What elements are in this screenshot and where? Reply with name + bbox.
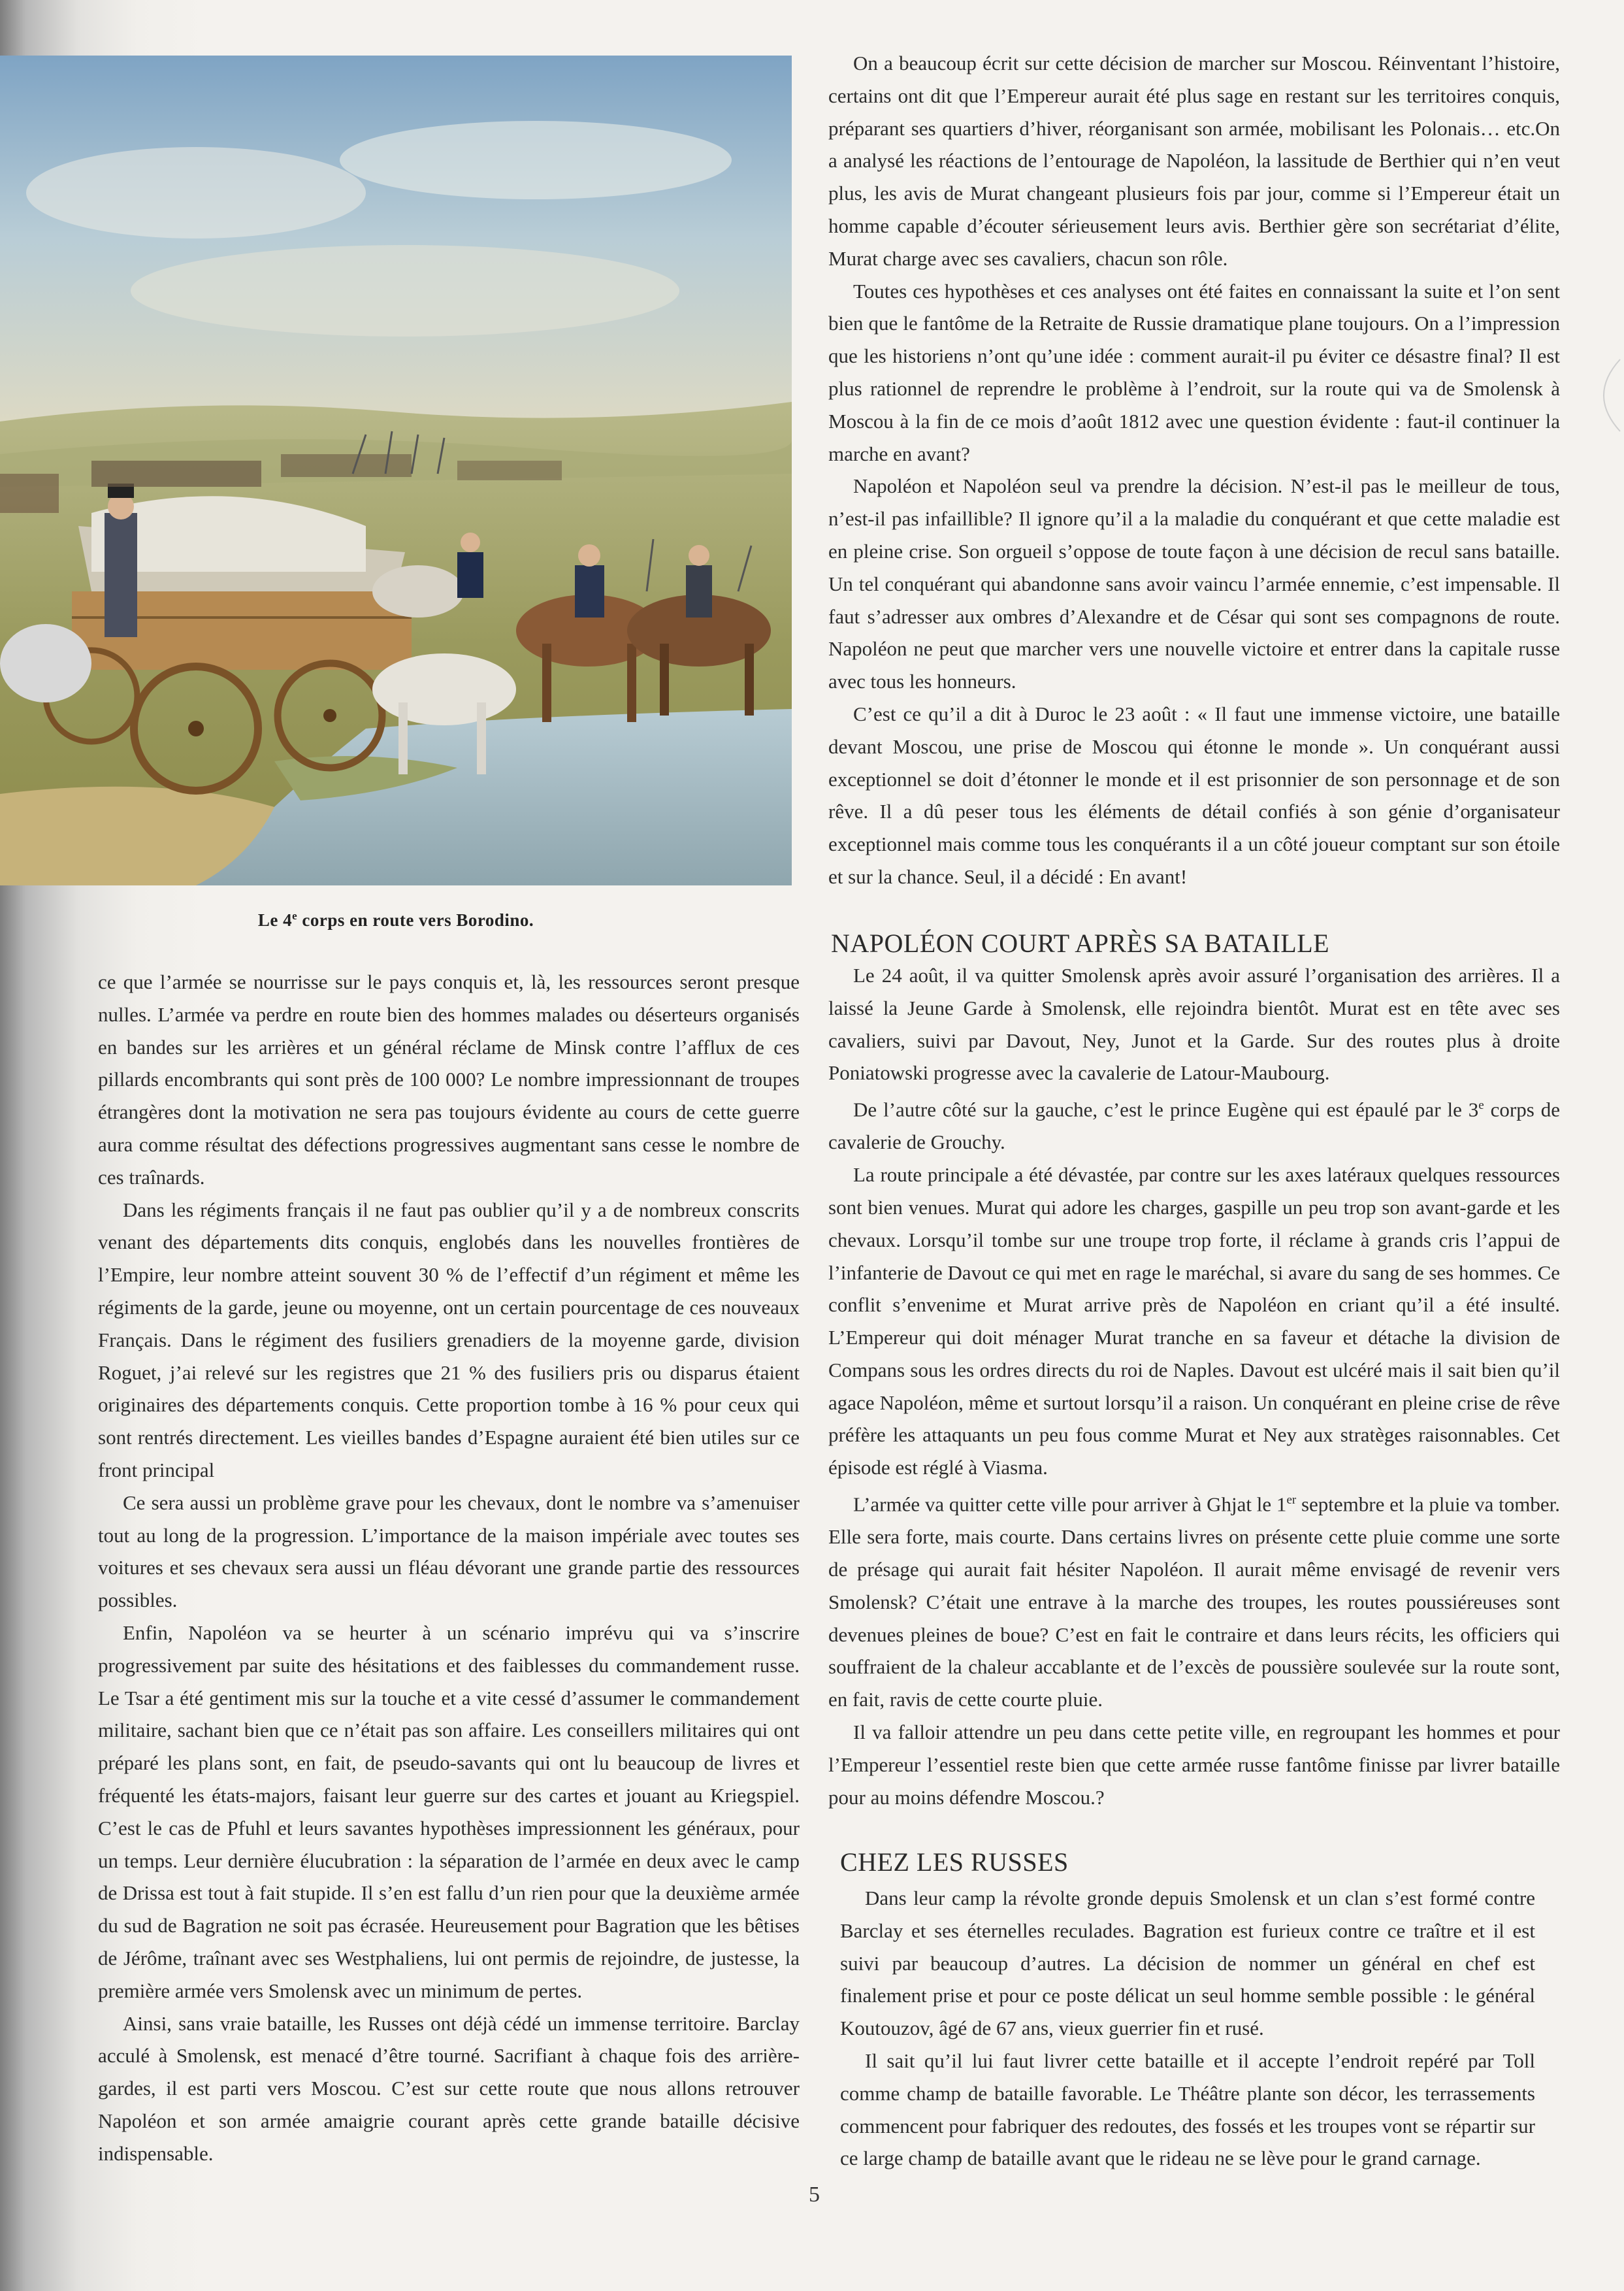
paragraph: Ainsi, sans vraie bataille, les Russes ont déjà cédé un immense territoire. Barclay acculé à Smolensk, est menacé d’être tourné. Sacrifiant à chaque fois des arrière-gardes, il est parti vers Moscou. C’est sur cette route que nous allons retrouver Napoléon et son armée amaigrie courant après cette grande bataille décisive indispensable.: [98, 2011, 800, 2165]
caption-text-end: corps en route vers Borodino.: [297, 910, 534, 930]
paragraph: [828, 1089, 1560, 1159]
caption-text-start: Le 4: [257, 910, 293, 930]
section-heading-russes: CHEZ LES RUSSES: [840, 1847, 1069, 1877]
paragraph: Il sait qu’il lui faut livrer cette bataille et il accepte l’endroit repéré par Toll comme champ de bataille favorable. Le Théâtre plante son décor, les terrassements commencent pour fabriquer des redoutes, des fossés et les troupes vont se répartir sur ce large champ de bataille avant que le rideau ne se lève pour le grand carnage.: [840, 2049, 1535, 2170]
margin-mark: [1581, 356, 1624, 435]
superscript: e: [1478, 1098, 1484, 1113]
caption-superscript: e: [292, 910, 298, 922]
paragraph: La route principale a été dévastée, par contre sur les axes latéraux quelques ressources sont bien venues. Murat qui adore les charges, gaspille un peu trop son avant-garde et les chevaux. Lorsqu’il tombe sur une troupe trop forte, il réclame à grands cris l’appui de l’infanterie de Davout ce qui met en rage le maréchal, si avare du sang de ses hommes. Ce conflit s’envenime et Murat arrive près de Napoléon en criant qu’il a été insulté. L’Empereur qui doit ménager Murat tranche en sa faveur et détache la division de Compans sous les ordres directs du roi de Naples. Davout est ulcéré mais il sait bien qu’il agace Napoléon, même et surtout lorsqu’il a raison. Un conquérant en pleine crise de rêve préfère les attaquants un peu fous comme Murat et Ney aux stratèges raisonnables. Cet épisode est réglé à Viasma.: [828, 1163, 1560, 1479]
text-span: L’armée va quitter cette ville pour arriver à Ghjat le 1: [853, 1492, 1287, 1516]
paragraph: Le 24 août, il va quitter Smolensk après avoir assuré l’organisation des arrières. Il a laissé la Jeune Garde à Smolensk, elle rejoindra bientôt. Murat est en tête avec ses cavaliers, suivi par Davout, Ney, Junot et la Garde. Sur des routes plus à droite Poniatowski progresse avec la cavalerie de Latour-Maubourg.: [828, 964, 1560, 1085]
paragraph: Napoléon et Napoléon seul va prendre la décision. N’est-il pas le meilleur de tous, n’est-il pas infaillible? Il ignore qu’il a la maladie du conquérant et que cette maladie est en pleine crise. Son orgueil s’oppose de toute façon à une décision de recul sans bataille. Un tel conquérant qui abandonne sans avoir vaincu l’armée ennemie, c’est impensable. Il faut s’adresser aux ombres d’Alexandre et de César qui sont ses compagnons de route. Napoléon ne peut que marcher vers une nouvelle victoire et entrer dans la capitale russe avec tous les honneurs.: [828, 474, 1560, 693]
paragraph: [828, 1484, 1560, 1716]
paragraph: Ce sera aussi un problème grave pour les chevaux, dont le nombre va s’amenuiser tout au long de la progression. L’importance de la maison impériale avec toutes ses voitures et ses chevaux sera aussi un fléau dévorant une grande partie des ressources possibles.: [98, 1491, 800, 1612]
paragraph: Il va falloir attendre un peu dans cette petite ville, en regroupant les hommes et pour l’Empereur l’essentiel reste bien que cette armée russe fantôme finisse par livrer bataille pour au moins défendre Moscou.?: [828, 1720, 1560, 1809]
paragraph: Dans les régiments français il ne faut pas oublier qu’il y a de nombreux conscrits venant des départements dits conquis, englobés dans les nouvelles frontières de l’Empire, leur nombre atteint souvent 30 % de l’effectif d’un régiment et même les régiments de la garde, jeune ou moyenne, ont un certain pourcentage de ces nouveaux Français. Dans le régiment des fusiliers grenadiers de la moyenne garde, division Roguet, j’ai relevé sur les registres que 21 % des fusiliers pris ou disparus étaient originaires des départements conquis. Cette proportion tombe à 16 % pour ceux qui sont rentrés directement. Les vieilles bandes d’Espagne auraient été bien utiles sur ce front principal: [98, 1198, 800, 1481]
page-number: 5: [809, 2183, 820, 2207]
section-heading-napoleon: NAPOLÉON COURT APRÈS SA BATAILLE: [831, 929, 1330, 958]
left-column: [98, 966, 800, 2169]
paragraph: C’est ce qu’il a dit à Duroc le 23 août : « Il faut une immense victoire, une bataille devant Moscou, une prise de Moscou qui étonne le monde ». Un conquérant aussi exceptionnel se doit d’étonner le monde et il est prisonnier de son personnage et de son rêve. Il a dû peser tous les éléments de détail confiés à son génie d’organisateur exceptionnel mais comme tous les conquérants il a un côté joueur comptant sur son étoile et sur la chance. Seul, il a décidé : En avant!: [828, 702, 1560, 888]
superscript: er: [1286, 1493, 1297, 1508]
painting-illustration: [0, 56, 792, 885]
section-russes-body: [840, 1882, 1535, 2175]
paragraph: Toutes ces hypothèses et ces analyses ont été faites en connaissant la suite et l’on sent bien que le fantôme de la Retraite de Russie dramatique plane toujours. On a l’impression que les historiens n’ont qu’une idée : comment aurait-il pu éviter ce désastre final? Il est plus rationnel de reprendre le problème à l’endroit, sur la route qui va de Smolensk à Moscou à la fin de ce mois d’août 1812 avec une question évidente : faut-il continuer la marche en avant?: [828, 279, 1560, 465]
paragraph: On a beaucoup écrit sur cette décision de marcher sur Moscou. Réinventant l’histoire, certains ont dit que l’Empereur aurait été plus sage en restant sur les territoires conquis, préparant ses quartiers d’hiver, réorganisant son armée, mobilisant les Polonais… etc.On a analysé les réactions de l’entourage de Napoléon, la lassitude de Berthier qui n’en veut plus, les avis de Murat changeant plusieurs fois par jour, comme si l’Empereur était un homme capable d’écouter sérieusement leurs avis. Berthier gère son secrétariat d’élite, Murat charge avec ses cavaliers, chacun son rôle.: [828, 52, 1560, 270]
paragraph: Dans leur camp la révolte gronde depuis Smolensk et un clan s’est formé contre Barclay et ses éternelles reculades. Bagration est furieux contre ce traître et il est suivi par beaucoup d’autres. La décision de nommer un général en chef est finalement prise et pour ce poste délicat un seul homme semble possible : le général Koutouzov, âgé de 67 ans, vieux guerrier fin et rusé.: [840, 1887, 1535, 2040]
text-span: De l’autre côté sur la gauche, c’est le prince Eugène qui est épaulé par le 3: [853, 1098, 1479, 1121]
right-column-top: [828, 47, 1560, 893]
illustration-caption: [0, 910, 792, 931]
text-span: corps de cavalerie de Grouchy.: [828, 1098, 1561, 1154]
painting-army-convoy: [0, 56, 792, 885]
section-napoleon-body: [828, 959, 1560, 1813]
paragraph: Enfin, Napoléon va se heurter à un scénario imprévu qui va s’inscrire progressivement par suite des hésitations et des faiblesses du commandement russe. Le Tsar a été gentiment mis sur la touche et a vite cessé d’assumer le commandement militaire, sachant bien que ce n’était pas son affaire. Les conseillers militaires qui ont préparé les plans sont, en fait, de pseudo-savants qui ont lu beaucoup de livres et fréquenté les états-majors, faisant leur guerre sur des cartes et jouant au Kriegspiel. C’est le cas de Pfuhl et leurs savantes hypothèses impressionnent les généraux, pour un temps. Leur dernière élucubration : la séparation de l’armée en deux avec le camp de Drissa est tout à fait stupide. Il s’en est fallu d’un rien pour que la deuxième armée du sud de Bagration ne soit pas écrasée. Heureusement pour Bagration que les bêtises de Jérôme, traînant avec ses Westphaliens, lui ont permis de rejoindre, de justesse, la première armée vers Smolensk avec un minimum de pertes.: [98, 1621, 800, 2002]
paragraph: ce que l’armée se nourrisse sur le pays conquis et, là, les ressources seront presque nulles. L’armée va perdre en route bien des hommes malades ou déserteurs organisés en bandes sur les arrières et un général réclame de Minsk contre l’afflux de ces pillards encombrants qui sont près de 100 000? Le nombre impressionnant de troupes étrangères dont la motivation ne sera pas toujours évidente au cours de cette guerre aura comme résultat des défections progressives augmentant sans cesse le nombre de ces traînards.: [98, 970, 800, 1189]
text-span: septembre et la pluie va tomber. Elle sera forte, mais courte. Dans certains livres on présente cette pluie comme une sorte de présage qui aurait fait hésiter Napoléon. Il aurait même envisagé de revenir vers Smolensk? C’était une entrave à la marche des troupes, les routes poussiéreuses sont devenues pleines de boue? C’est en fait le contraire et dans leurs récits, les officiers qui souffraient de la chaleur accablante et de l’excès de poussière soulevée sur la route sont, en fait, ravis de cette courte pluie.: [828, 1492, 1560, 1711]
